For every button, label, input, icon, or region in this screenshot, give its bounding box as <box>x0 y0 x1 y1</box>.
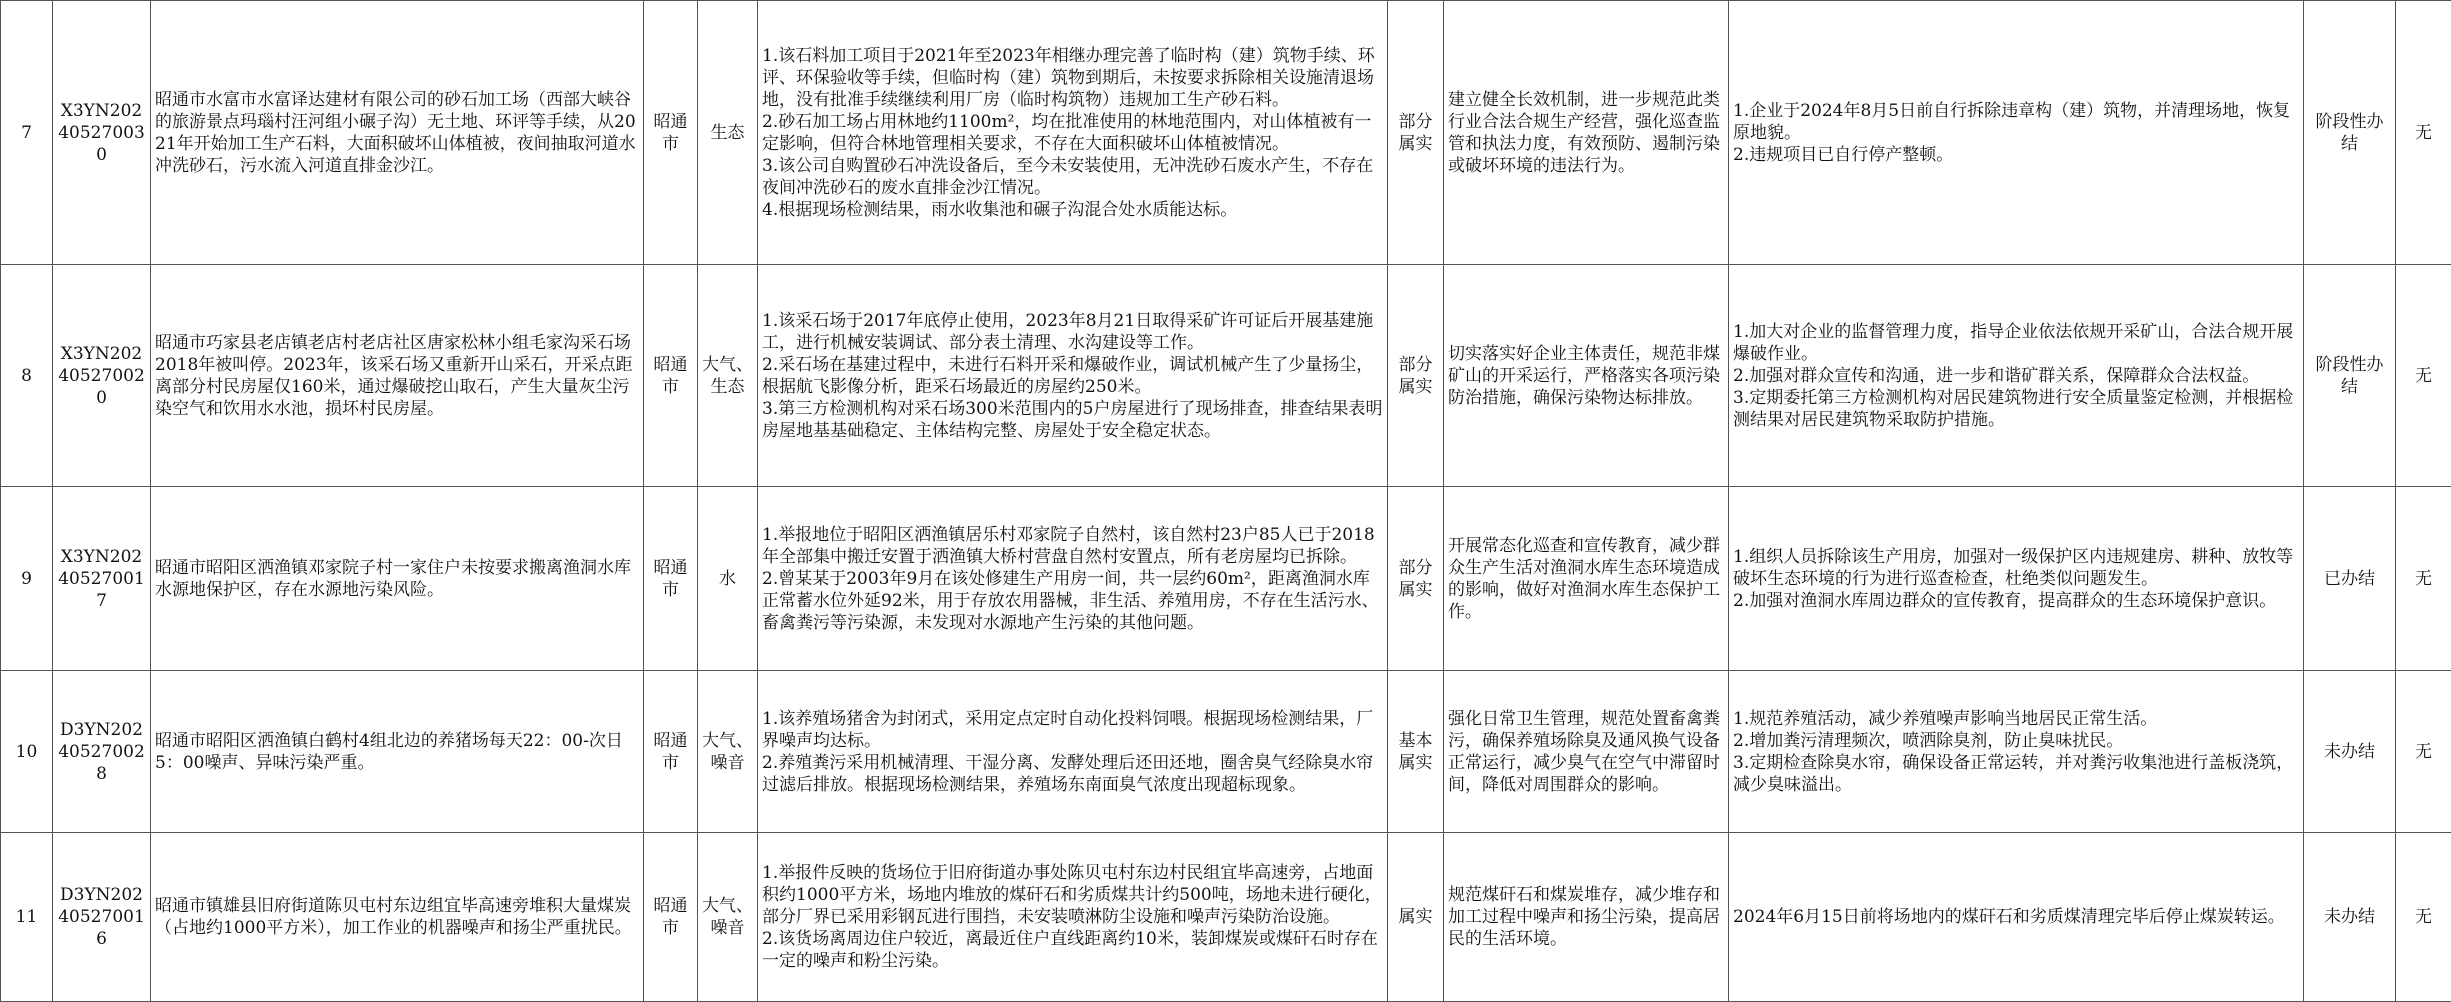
accountability: 无 <box>2396 265 2451 487</box>
row-index: 11 <box>1 833 53 1002</box>
table-row <box>1 671 2451 833</box>
verdict: 部分属实 <box>1388 265 1444 487</box>
pollution-type: 水 <box>698 487 758 671</box>
status: 未办结 <box>2304 671 2396 833</box>
investigation-findings-line: 3.第三方检测机构对采石场300米范围内的5户房屋进行了现场排查，排查结果表明房屋地基基础稳定、主体结构完整、房屋处于安全稳定状态。 <box>762 398 1383 442</box>
investigation-findings-line: 2.采石场在基建过程中，未进行石料开采和爆破作业，调试机械产生了少量扬尘，根据航飞影像分析，距采石场最近的房屋约250米。 <box>762 354 1383 398</box>
accountability: 无 <box>2396 1 2451 265</box>
table-row <box>1 833 2451 1002</box>
pollution-type: 大气、生态 <box>698 265 758 487</box>
investigation-findings-line: 1.该养殖场猪舍为封闭式，采用定点定时自动化投料饲喂。根据现场检测结果，厂界噪声均达标。 <box>762 708 1383 752</box>
accountability: 无 <box>2396 487 2451 671</box>
complaint-description: 昭通市昭阳区洒渔镇邓家院子村一家住户未按要求搬离渔洞水库水源地保护区，存在水源地污染风险。 <box>151 487 644 671</box>
row-index: 9 <box>1 487 53 671</box>
table-row <box>1 265 2451 487</box>
investigation-findings-line: 2.砂石加工场占用林地约1100m²，均在批准使用的林地范围内，对山体植被有一定影响，但符合林地管理相关要求，不存在大面积破坏山体植被情况。 <box>762 111 1383 155</box>
handling-results <box>1729 671 2304 833</box>
complaint-description: 昭通市水富市水富译达建材有限公司的砂石加工场（西部大峡谷的旅游景点玛瑙村汪河组小碾子沟）无土地、环评等手续，从2021年开始加工生产石料，大面积破坏山体植被，夜间抽取河道水冲洗砂石，污水流入河道直排金沙江。 <box>151 1 644 265</box>
table-row <box>1 487 2451 671</box>
investigation-findings <box>758 265 1388 487</box>
handling-results-line: 1.加大对企业的监督管理力度，指导企业依法依规开采矿山，合法合规开展爆破作业。 <box>1733 321 2299 365</box>
city: 昭通市 <box>644 487 698 671</box>
handling-results-line: 2.加强对渔洞水库周边群众的宣传教育，提高群众的生态环境保护意识。 <box>1733 590 2299 612</box>
handling-results-line: 2.违规项目已自行停产整顿。 <box>1733 144 2299 166</box>
handling-results <box>1729 833 2304 1002</box>
accountability: 无 <box>2396 833 2451 1002</box>
investigation-findings-line: 4.根据现场检测结果，雨水收集池和碾子沟混合处水质能达标。 <box>762 199 1383 221</box>
handling-results-line: 2.加强对群众宣传和沟通，进一步和谐矿群关系，保障群众合法权益。 <box>1733 365 2299 387</box>
investigation-findings <box>758 487 1388 671</box>
handling-results <box>1729 487 2304 671</box>
investigation-findings-line: 1.举报件反映的货场位于旧府街道办事处陈贝屯村东边村民组宜毕高速旁，占地面积约1000平方米，场地内堆放的煤矸石和劣质煤共计约500吨，场地未进行硬化，部分厂界已采用彩钢瓦进行围挡，未安装喷淋防尘设施和噪声污染防治设施。 <box>762 862 1383 928</box>
investigation-findings-line: 1.举报地位于昭阳区洒渔镇居乐村邓家院子自然村，该自然村23户85人已于2018年全部集中搬迁安置于洒渔镇大桥村营盘自然村安置点，所有老房屋均已拆除。 <box>762 524 1383 568</box>
investigation-findings-line: 2.曾某某于2003年9月在该处修建生产用房一间，共一层约60m²，距离渔洞水库正常蓄水位外延92米，用于存放农用器械，非生活、养殖用房，不存在生活污水、畜禽粪污等污染源，未发现对水源地产生污染的其他问题。 <box>762 568 1383 634</box>
status: 未办结 <box>2304 833 2396 1002</box>
rectification-measures: 开展常态化巡查和宣传教育，减少群众生产生活对渔洞水库生态环境造成的影响，做好对渔洞水库生态保护工作。 <box>1444 487 1729 671</box>
status: 阶段性办结 <box>2304 1 2396 265</box>
complaint-description: 昭通市巧家县老店镇老店村老店社区唐家松林小组毛家沟采石场2018年被叫停。2023年，该采石场又重新开山采石，开采点距离部分村民房屋仅160米，通过爆破挖山取石，产生大量灰尘污染空气和饮用水水池，损坏村民房屋。 <box>151 265 644 487</box>
case-code: X3YN202405270030 <box>53 1 151 265</box>
case-code: D3YN202405270028 <box>53 671 151 833</box>
handling-results-line: 1.企业于2024年8月5日前自行拆除违章构（建）筑物，并清理场地，恢复原地貌。 <box>1733 100 2299 144</box>
case-code: D3YN202405270016 <box>53 833 151 1002</box>
status: 已办结 <box>2304 487 2396 671</box>
rectification-measures: 切实落实好企业主体责任，规范非煤矿山的开采运行，严格落实各项污染防治措施，确保污染物达标排放。 <box>1444 265 1729 487</box>
handling-results <box>1729 265 2304 487</box>
row-index: 7 <box>1 1 53 265</box>
rectification-measures: 建立健全长效机制，进一步规范此类行业合法合规生产经营，强化巡查监管和执法力度，有效预防、遏制污染或破坏环境的违法行为。 <box>1444 1 1729 265</box>
complaint-description: 昭通市昭阳区洒渔镇白鹤村4组北边的养猪场每天22：00-次日5：00噪声、异味污染严重。 <box>151 671 644 833</box>
status: 阶段性办结 <box>2304 265 2396 487</box>
investigation-findings-line: 2.养殖粪污采用机械清理、干湿分离、发酵处理后还田还地，圈舍臭气经除臭水帘过滤后排放。根据现场检测结果，养殖场东南面臭气浓度出现超标现象。 <box>762 752 1383 796</box>
investigation-findings-line: 3.该公司自购置砂石冲洗设备后，至今未安装使用，无冲洗砂石废水产生，不存在夜间冲洗砂石的废水直排金沙江情况。 <box>762 155 1383 199</box>
table-row <box>1 1 2451 265</box>
handling-results-line: 1.规范养殖活动，减少养殖噪声影响当地居民正常生活。 <box>1733 708 2299 730</box>
rectification-measures: 强化日常卫生管理，规范处置畜禽粪污，确保养殖场除臭及通风换气设备正常运行，减少臭气在空气中滞留时间，降低对周围群众的影响。 <box>1444 671 1729 833</box>
investigation-findings <box>758 671 1388 833</box>
city: 昭通市 <box>644 833 698 1002</box>
accountability: 无 <box>2396 671 2451 833</box>
investigation-findings-line: 1.该采石场于2017年底停止使用，2023年8月21日取得采矿许可证后开展基建施工，进行机械安装调试、部分表土清理、水沟建设等工作。 <box>762 310 1383 354</box>
handling-results-line: 3.定期委托第三方检测机构对居民建筑物进行安全质量鉴定检测，并根据检测结果对居民建筑物采取防护措施。 <box>1733 387 2299 431</box>
row-index: 10 <box>1 671 53 833</box>
pollution-type: 大气、噪音 <box>698 671 758 833</box>
handling-results-line: 3.定期检查除臭水帘，确保设备正常运转，并对粪污收集池进行盖板浇筑，减少臭味溢出。 <box>1733 752 2299 796</box>
pollution-type: 大气、噪音 <box>698 833 758 1002</box>
investigation-findings-line: 1.该石料加工项目于2021年至2023年相继办理完善了临时构（建）筑物手续、环评、环保验收等手续，但临时构（建）筑物到期后，未按要求拆除相关设施清退场地，没有批准手续继续利用厂房（临时构筑物）违规加工生产砂石料。 <box>762 45 1383 111</box>
row-index: 8 <box>1 265 53 487</box>
verdict: 基本属实 <box>1388 671 1444 833</box>
investigation-findings-line: 2.该货场离周边住户较近，离最近住户直线距离约10米，装卸煤炭或煤矸石时存在一定的噪声和粉尘污染。 <box>762 928 1383 972</box>
handling-results-line: 2024年6月15日前将场地内的煤矸石和劣质煤清理完毕后停止煤炭转运。 <box>1733 906 2299 928</box>
complaint-description: 昭通市镇雄县旧府街道陈贝屯村东边组宜毕高速旁堆积大量煤炭（占地约1000平方米），加工作业的机器噪声和扬尘严重扰民。 <box>151 833 644 1002</box>
pollution-type: 生态 <box>698 1 758 265</box>
case-code: X3YN202405270017 <box>53 487 151 671</box>
city: 昭通市 <box>644 671 698 833</box>
verdict: 属实 <box>1388 833 1444 1002</box>
rectification-measures: 规范煤矸石和煤炭堆存，减少堆存和加工过程中噪声和扬尘污染，提高居民的生活环境。 <box>1444 833 1729 1002</box>
investigation-findings <box>758 833 1388 1002</box>
handling-results-line: 2.增加粪污清理频次，喷洒除臭剂，防止臭味扰民。 <box>1733 730 2299 752</box>
verdict: 部分属实 <box>1388 487 1444 671</box>
city: 昭通市 <box>644 1 698 265</box>
investigation-findings <box>758 1 1388 265</box>
verdict: 部分属实 <box>1388 1 1444 265</box>
case-code: X3YN202405270020 <box>53 265 151 487</box>
handling-results <box>1729 1 2304 265</box>
handling-results-line: 1.组织人员拆除该生产用房，加强对一级保护区内违规建房、耕种、放牧等破坏生态环境的行为进行巡查检查，杜绝类似问题发生。 <box>1733 546 2299 590</box>
city: 昭通市 <box>644 265 698 487</box>
